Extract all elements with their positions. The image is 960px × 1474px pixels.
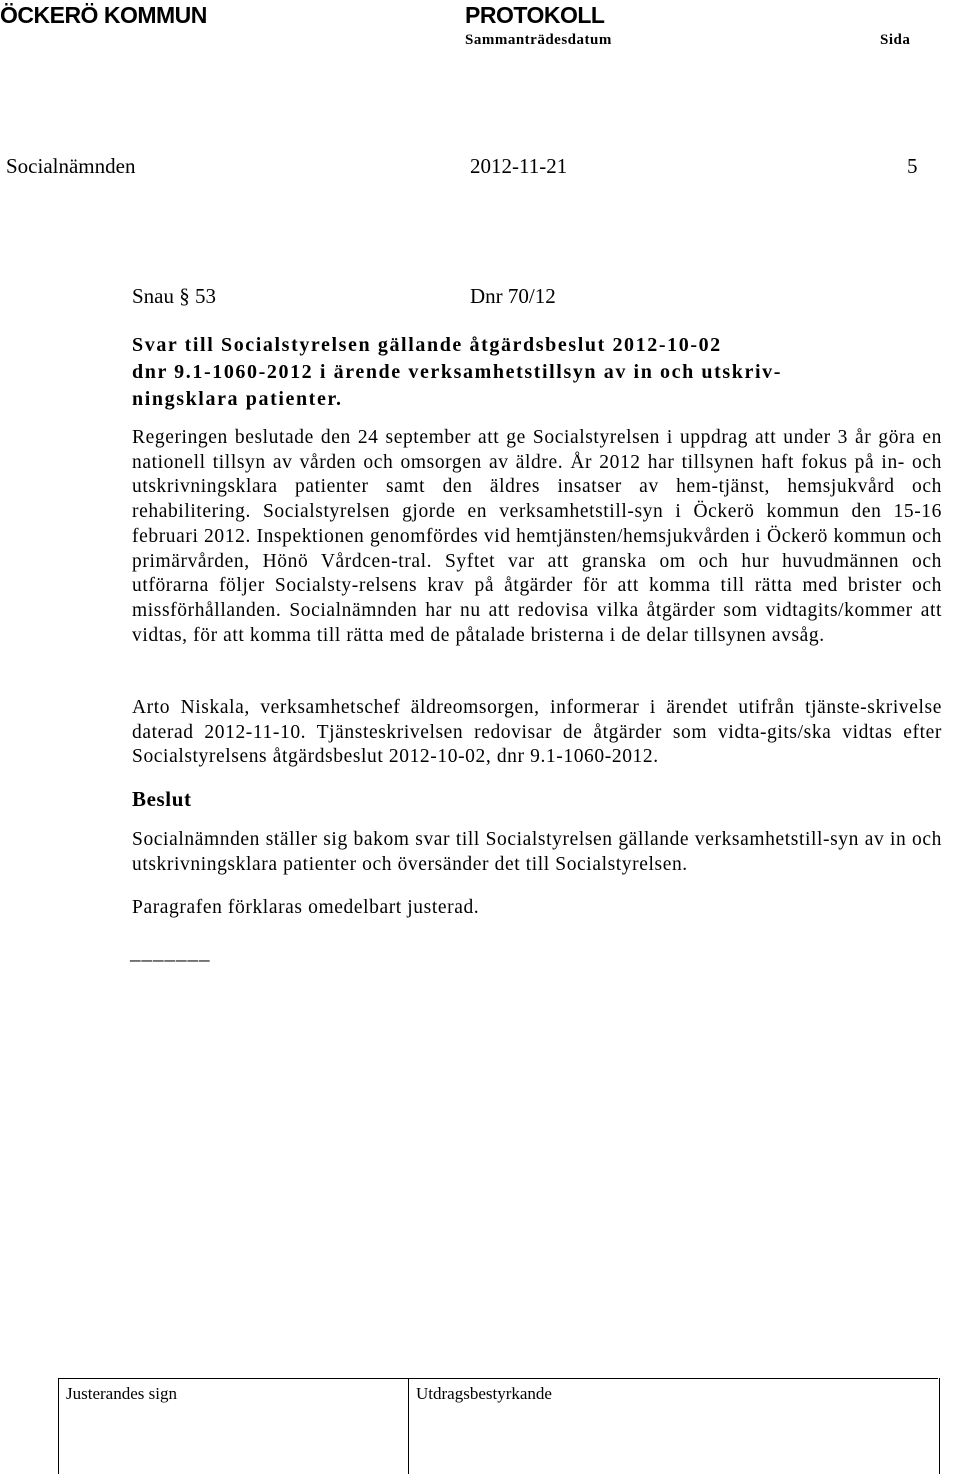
- board-name: Socialnämnden: [6, 154, 136, 178]
- meeting-date: 2012-11-21: [470, 154, 568, 178]
- municipality-name: ÖCKERÖ KOMMUN: [0, 2, 207, 28]
- page-number: 5: [907, 154, 918, 178]
- decision-heading: Beslut: [132, 787, 192, 811]
- separator-line: _______: [130, 940, 211, 964]
- utdragsbestyrkande-label: Utdragsbestyrkande: [416, 1384, 552, 1403]
- paragraph-number: Snau § 53: [132, 284, 216, 308]
- body-paragraph: Arto Niskala, verksamhetschef äldreomsorgen, informerar i ärendet utifrån tjänste-skrivelse daterad 2012-11-10. Tjänsteskrivelsen redovisar de åtgärder som vidta-gits/ska vidtas efter Socialstyrelsens åtgärdsbeslut 2012-10-02, dnr 9.1-1060-2012.: [132, 697, 942, 768]
- case-number: Dnr 70/12: [470, 284, 556, 308]
- document-type: PROTOKOLL: [465, 2, 605, 28]
- decision-paragraph: Paragrafen förklaras omedelbart justerad.: [132, 897, 480, 918]
- decision-paragraph: Socialnämnden ställer sig bakom svar till Socialstyrelsen gällande verksamhetstill-syn av in och utskrivningsklara patienter och översänder det till Socialstyrelsen.: [132, 829, 942, 875]
- body-paragraph: Regeringen beslutade den 24 september att ge Socialstyrelsen i uppdrag att under 3 år göra en nationell tillsyn av vården och omsorgen av äldre. År 2012 har tillsynen haft fokus på in- och utskrivningsklara patienter samt den äldres insatser av hem-tjänst, hemsjukvård och rehabilitering. Socialstyrelsen gjorde en verksamhetstill-syn i Öckerö kommun den 15-16 februari 2012. Inspektionen genomfördes vid hemtjänsten/hemsjukvården i Öckerö kommun och primärvården, Hönö Vårdcen-tral. Syftet var att granska om och hur huvudmännen och utförarna följer Socialsty-relsens krav på åtgärder för att komma till rätta med brister och missförhållanden. Socialnämnden har nu att redovisa vilka åtgärder som vidtagits/kommer att vidtas, för att komma till rätta med de påtalade bristerna i de delar tillsynen avsåg.: [132, 427, 942, 646]
- title-line: Svar till Socialstyrelsen gällande åtgärdsbeslut 2012-10-02: [132, 334, 722, 356]
- justerandes-sign-label: Justerandes sign: [66, 1384, 177, 1403]
- meeting-date-label: Sammanträdesdatum: [465, 32, 612, 48]
- title-line: ningsklara patienter.: [132, 388, 343, 410]
- page-label: Sida: [880, 32, 911, 48]
- title-line: dnr 9.1-1060-2012 i ärende verksamhetstillsyn av in och utskriv-: [132, 361, 783, 383]
